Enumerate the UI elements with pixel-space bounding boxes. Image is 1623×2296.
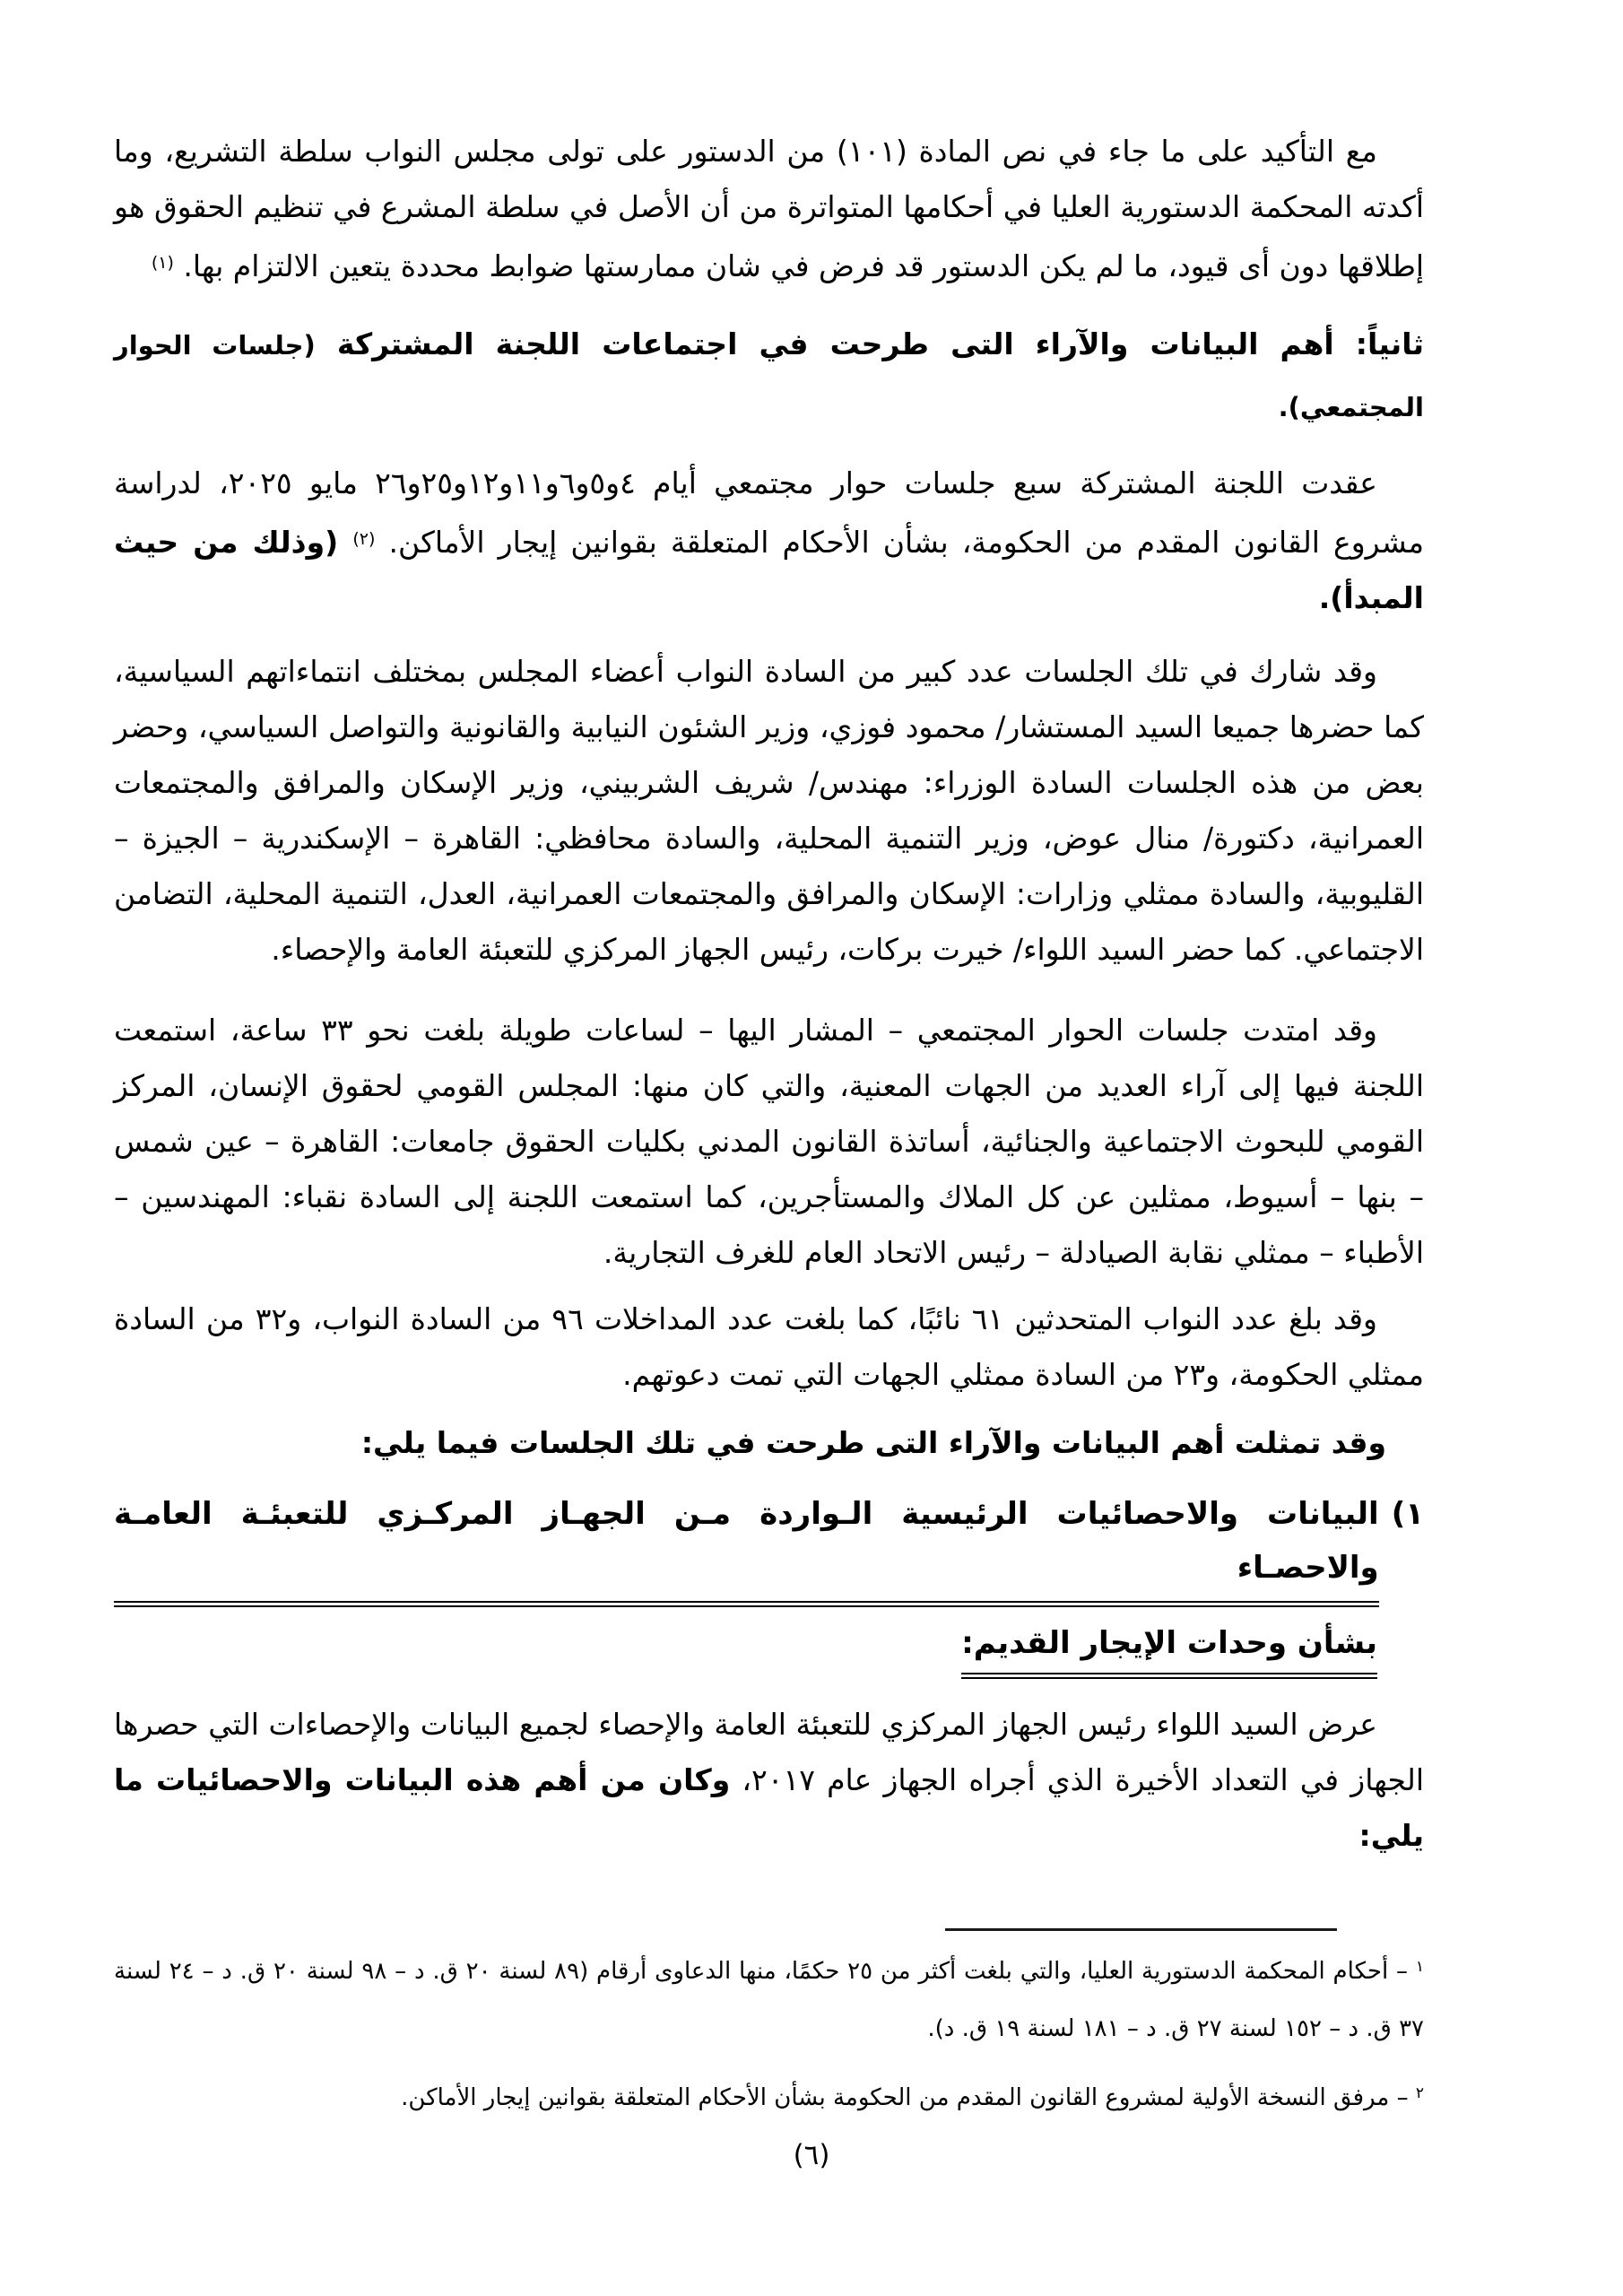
paragraph-summary-intro: وقد تمثلت أهم البيانات والآراء التى طرحت في تلك الجلسات فيما يلي:	[360, 1425, 1386, 1460]
paragraph-sessions-text: عقدت اللجنة المشتركة سبع جلسات حوار مجتمعي أيام ٤و٥و٦و١١و١٢و٢٥و٢٦ مايو ٢٠٢٥، لدراسة مشروع القانون المقدم من الحكومة، بشأن الأحكام المتعلقة بقوانين إيجار الأماكن.	[114, 465, 1424, 560]
footnote-1-marker: ١	[1415, 1958, 1425, 1976]
paragraph-constitution	[114, 124, 1424, 294]
footnote-ref-1: (١)	[151, 253, 174, 273]
footnote-1	[114, 1938, 1424, 2057]
footnote-separator-line	[945, 1928, 1337, 1931]
paragraph-presentation-text: عرض السيد اللواء رئيس الجهاز المركزي للتعبئة العامة والإحصاء لجميع البيانات والإحصاءات التي حصرها الجهاز في التعداد الأخيرة الذي أجراه الجهاز عام ٢٠١٧،	[114, 1707, 1424, 1797]
paragraph-speakers-count: وقد بلغ عدد النواب المتحدثين ٦١ نائبًا، كما بلغت عدد المداخلات ٩٦ من السادة النواب، و٣٢ من السادة ممثلي الحكومة، و٢٣ من السادة ممثلي الجهات التي تمت دعوتهم.	[114, 1301, 1424, 1392]
page-number: (٦)	[793, 2139, 830, 2171]
paragraph-sessions-bold: (وذلك من حيث المبدأ).	[114, 525, 1424, 615]
heading-second-text: ثانياً: أهم البيانات والآراء التى طرحت في اجتماعات اللجنة المشتركة	[315, 326, 1424, 361]
main-text-block	[114, 124, 1424, 1864]
footnote-2-marker: ٢	[1415, 2084, 1424, 2102]
paragraph-participants: وقد شارك في تلك الجلسات عدد كبير من السادة النواب أعضاء المجلس بمختلف انتماءاتهم السياسية، كما حضرها جميعا السيد المستشار/ محمود فوزي، وزير الشئون النيابية والقانونية والتواصل السياسي، وحضر بعض من هذه الجلسات السادة الوزراء: مهندس/ شريف الشربيني، وزير الإسكان والمرافق والمجتمعات العمرانية، دكتورة/ منال عوض، وزير التنمية المحلية، والسادة محافظي: القاهرة – الإسكندرية – الجيزة – القليوبية، والسادة ممثلي وزارات: الإسكان والمرافق والمجتمعات العمرانية، العدل، التنمية المحلية، التضامن الاجتماعي. كما حضر السيد اللواء/ خيرت بركات، رئيس الجهاز المركزي للتعبئة العامة والإحصاء.	[114, 654, 1424, 967]
heading-statistics-number: ١)	[1391, 1496, 1424, 1532]
heading-statistics-title: البيانات والاحصائيات الرئيسية الـواردة مـن الجهـاز المركـزي للتعبئـة العامـة والاحصـاء	[114, 1487, 1379, 1607]
heading-statistics-line2	[114, 1620, 1377, 1679]
paragraph-sessions	[114, 456, 1424, 626]
heading-second-section	[114, 314, 1424, 438]
heading-second-paren: (جلسات الحوار المجتمعي).	[114, 330, 1424, 422]
footnote-ref-2: (٢)	[352, 529, 376, 549]
paragraph-presentation-bold: وكان من أهم هذه البيانات والاحصائيات ما يلي:	[114, 1762, 1424, 1853]
paragraph-constitution-text: مع التأكيد على ما جاء في نص المادة (١٠١) من الدستور على تولى مجلس النواب سلطة التشريع، وما أكدته المحكمة الدستورية العليا في أحكامها المتواترة من أن الأصل في سلطة المشرع في تنظيم الحقوق هو إطلاقها دون أى قيود، ما لم يكن الدستور قد فرض في شان ممارستها ضوابط محددة يتعين الالتزام بها.	[114, 134, 1424, 283]
heading-statistics	[114, 1487, 1424, 1679]
footnote-2-text: – مرفق النسخة الأولية لمشروع القانون المقدم من الحكومة بشأن الأحكام المتعلقة بقوانين إيجار الأماكن.	[401, 2084, 1409, 2111]
footnote-2	[114, 2065, 1424, 2126]
footnotes-section	[114, 1928, 1424, 2126]
heading-statistics-subtitle: بشأن وحدات الإيجار القديم:	[961, 1620, 1377, 1679]
paragraph-hours: وقد امتدت جلسات الحوار المجتمعي – المشار اليها – لساعات طويلة بلغت نحو ٣٣ ساعة، استمعت اللجنة فيها إلى آراء العديد من الجهات المعنية، والتي كان منها: المجلس القومي لحقوق الإنسان، المركز القومي للبحوث الاجتماعية والجنائية، أساتذة القانون المدني بكليات الحقوق جامعات: القاهرة – عين شمس – بنها – أسيوط، ممثلين عن كل الملاك والمستأجرين، كما استمعت اللجنة إلى السادة نقباء: المهندسين – الأطباء – ممثلي نقابة الصيادلة – رئيس الاتحاد العام للغرف التجارية.	[114, 1013, 1424, 1270]
paragraph-presentation	[114, 1697, 1424, 1864]
footnote-1-text: – أحكام المحكمة الدستورية العليا، والتي بلغت أكثر من ٢٥ حكمًا، منها الدعاوى أرقام (٨٩ لسنة ٢٠ ق. د – ٩٨ لسنة ٢٠ ق. د – ٢٤ لسنة ٣٧ ق. د – ١٥٢ لسنة ٢٧ ق. د – ١٨١ لسنة ١٩ ق. د).	[114, 1958, 1424, 2042]
heading-statistics-line1	[114, 1487, 1424, 1607]
